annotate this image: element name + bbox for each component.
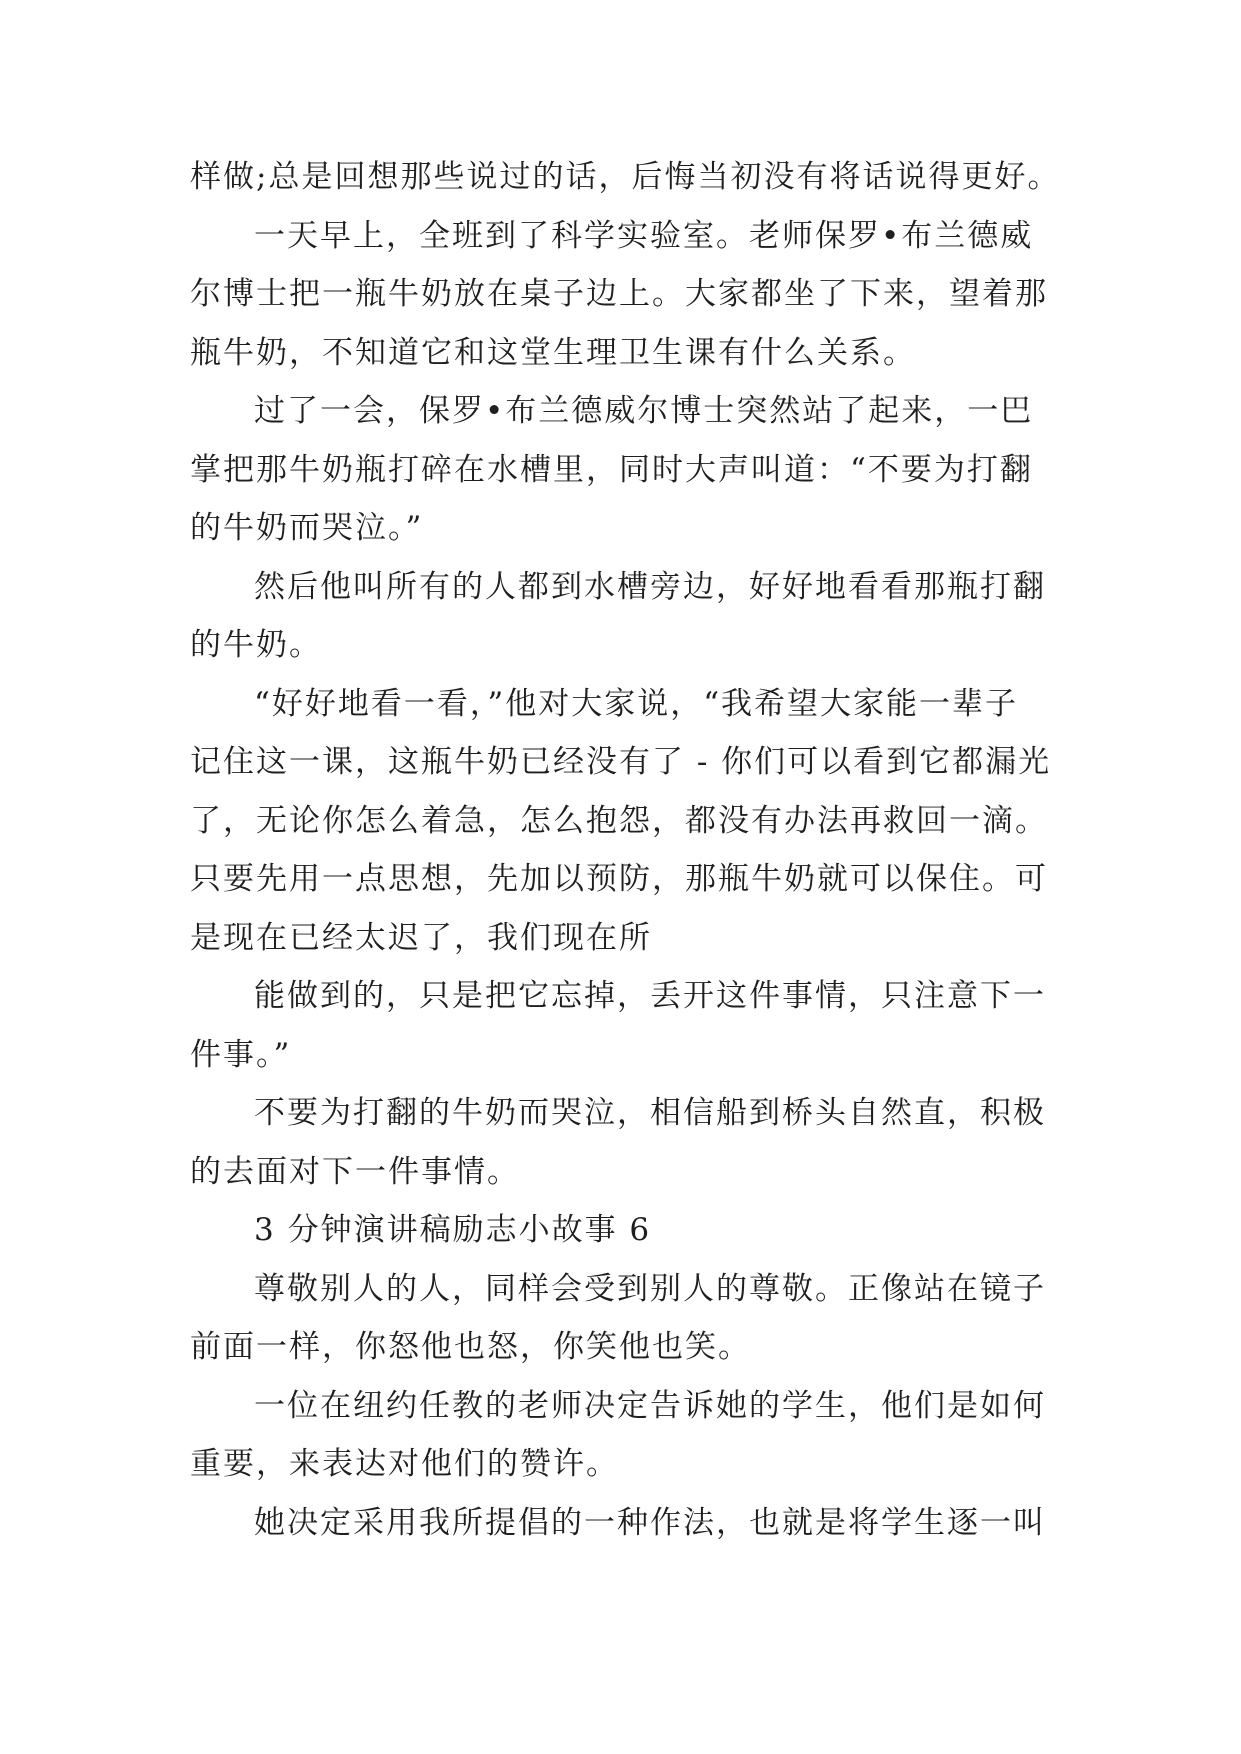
text-line: 的牛奶而哭泣。” (190, 510, 424, 546)
text-line: 瓶牛奶，不知道它和这堂生理卫生课有什么关系。 (190, 334, 916, 371)
text-line: 前面一样，你怒他也怒，你笑他也笑。 (190, 1329, 751, 1365)
text-line: 一位在纽约任教的老师决定告诉她的学生，他们是如何 (254, 1387, 1046, 1424)
text-line: 是现在已经太迟了，我们现在所 (190, 919, 652, 956)
text-line: 然后他叫所有的人都到水槽旁边，好好地看看那瓶打翻 (254, 568, 1046, 605)
text-line: 件事。” (190, 1036, 292, 1073)
text-line: “好好地看一看，”他对大家说，“我希望大家能一辈子 (254, 685, 1019, 722)
text-line: 只要先用一点思想，先加以预防，那瓶牛奶就可以保住。可 (190, 861, 1048, 897)
text-line: 样做;总是回想那些说过的话，后悔当初没有将话说得更好。 (190, 159, 1061, 195)
section-heading: 3 分钟演讲稿励志小故事 6 (254, 1212, 652, 1248)
text-line: 了，无论你怎么着急，怎么抱怨，都没有办法再救回一滴。 (190, 802, 1048, 839)
text-line: 重要，来表达对他们的赞许。 (190, 1446, 619, 1482)
text-line: 掌把那牛奶瓶打碎在水槽里，同时大声叫道：“不要为打翻 (190, 451, 1033, 488)
text-line: 一天早上，全班到了科学实验室。老师保罗•布兰德威 (254, 217, 1034, 254)
text-line: 尔博士把一瓶牛奶放在桌子边上。大家都坐了下来，望着那 (190, 276, 1048, 312)
text-line: 记住这一课，这瓶牛奶已经没有了 - 你们可以看到它都漏光 (190, 744, 1052, 780)
text-line: 的牛奶。 (190, 627, 322, 663)
text-line: 能做到的，只是把它忘掉，丢开这件事情，只注意下一 (254, 978, 1046, 1014)
text-line: 过了一会，保罗•布兰德威尔博士突然站了起来，一巴 (254, 393, 1034, 429)
text-line: 的去面对下一件事情。 (190, 1153, 520, 1190)
document-body (190, 160, 1070, 1564)
text-line: 她决定采用我所提倡的一种作法，也就是将学生逐一叫 (254, 1504, 1046, 1541)
text-line: 不要为打翻的牛奶而哭泣，相信船到桥头自然直，积极 (254, 1095, 1046, 1131)
text-line: 尊敬别人的人，同样会受到别人的尊敬。正像站在镜子 (254, 1270, 1046, 1307)
